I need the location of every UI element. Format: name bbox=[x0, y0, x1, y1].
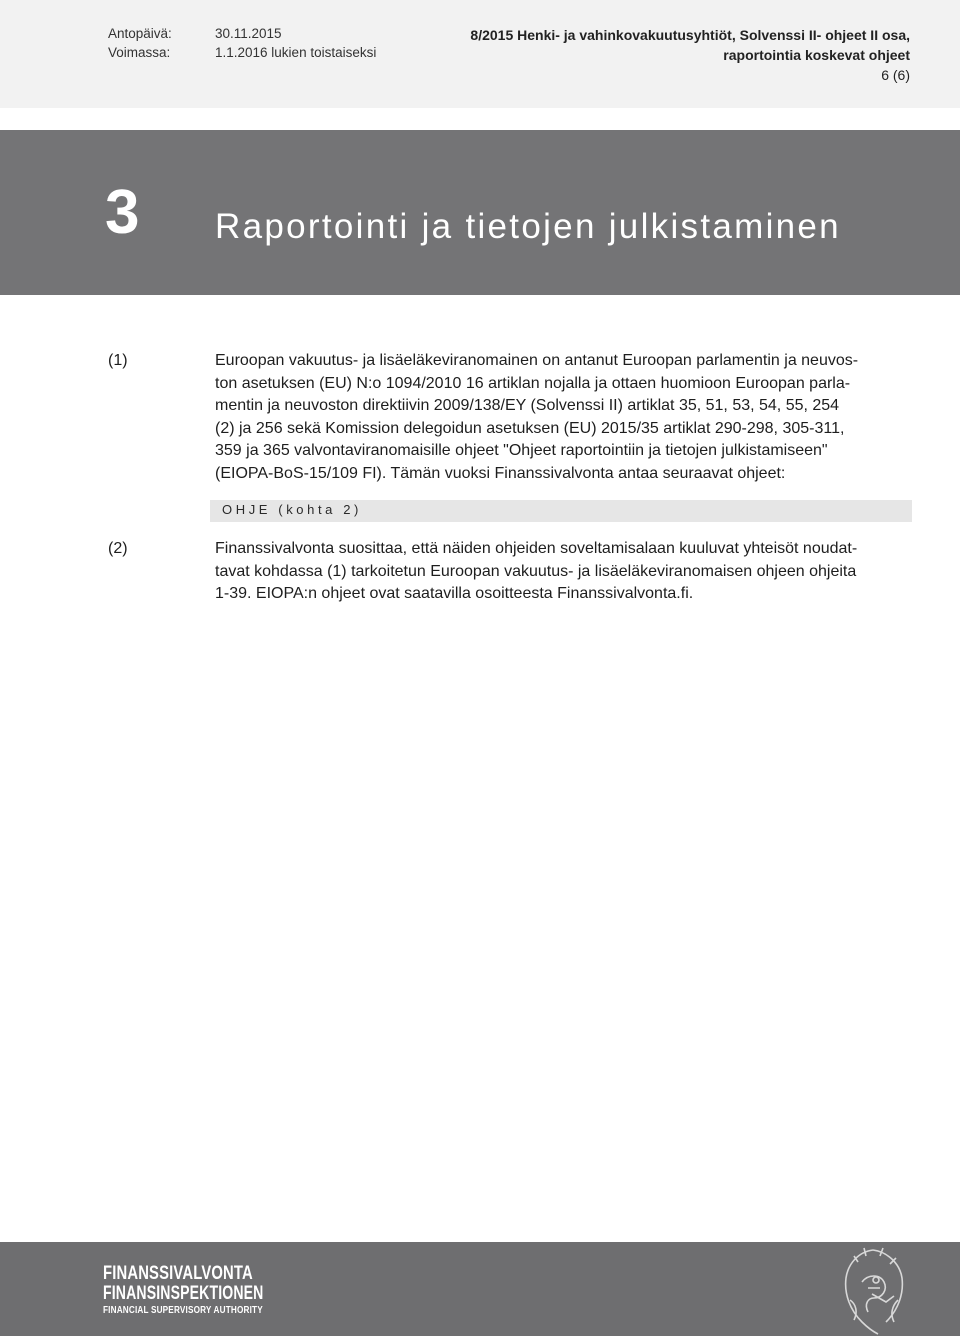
paragraph-number: (2) bbox=[108, 540, 128, 557]
lion-coat-of-arms-icon bbox=[828, 1242, 918, 1336]
paragraph-number: (1) bbox=[108, 352, 128, 369]
paragraph-1 bbox=[215, 350, 915, 485]
text-line: tavat kohdassa (1) tarkoitetun Euroopan vakuutus- ja lisäeläkeviranomaisen ohjeen ohjeita bbox=[215, 562, 857, 580]
logo-text-sv: FINANSINSPEKTIONEN bbox=[103, 1283, 264, 1304]
document-title-line: raportointia koskevat ohjeet bbox=[723, 47, 910, 63]
issued-label: Antopäivä: bbox=[108, 26, 172, 41]
document-header bbox=[0, 0, 960, 108]
text-line: Euroopan vakuutus- ja lisäeläkeviranomainen on antanut Euroopan parlamentin ja neuvos- bbox=[215, 352, 859, 369]
text-line: (EIOPA-BoS-15/109 FI). Tämän vuoksi Finanssivalvonta antaa seuraavat ohjeet: bbox=[215, 464, 786, 482]
chapter-number: 3 bbox=[105, 178, 140, 247]
text-line: ton asetuksen (EU) N:o 1094/2010 16 artiklan nojalla ja ottaen huomioon Euroopan parla- bbox=[215, 374, 851, 392]
footer-bar bbox=[0, 1242, 960, 1336]
valid-label: Voimassa: bbox=[108, 45, 171, 60]
guide-label: OHJE (kohta 2) bbox=[222, 502, 362, 517]
text-line: (2) ja 256 sekä Komission delegoidun asetuksen (EU) 2015/35 artiklat 290-298, 305-311, bbox=[215, 419, 845, 437]
logo-text-en: FINANCIAL SUPERVISORY AUTHORITY bbox=[103, 1305, 263, 1316]
issued-date: 30.11.2015 bbox=[215, 26, 282, 41]
paragraph-2 bbox=[215, 538, 915, 606]
document-title bbox=[450, 25, 910, 65]
document-title-line: 8/2015 Henki- ja vahinkovakuutusyhtiöt, Solvenssi II- ohjeet II osa, bbox=[470, 27, 910, 43]
text-line: 359 ja 365 valvontaviranomaisille ohjeet "Ohjeet raportointiin ja tietojen julkistamiseen" bbox=[215, 442, 828, 459]
logo-text-fi: FINANSSIVALVONTA bbox=[103, 1263, 253, 1284]
text-line: Finanssivalvonta suosittaa, että näiden ohjeiden soveltamisalaan kuuluvat yhteisöt noudat- bbox=[215, 540, 858, 557]
valid-value: 1.1.2016 lukien toistaiseksi bbox=[215, 45, 377, 60]
guide-heading-bar bbox=[210, 500, 912, 522]
page-number: 6 (6) bbox=[881, 67, 910, 83]
text-line: mentin ja neuvoston direktiivin 2009/138/EY (Solvenssi II) artiklat 35, 51, 53, 54, 55, 254 bbox=[215, 397, 840, 414]
chapter-title: Raportointi ja tietojen julkistaminen bbox=[215, 207, 841, 246]
text-line: 1-39. EIOPA:n ohjeet ovat saatavilla osoitteesta Finanssivalvonta.fi. bbox=[215, 585, 694, 602]
